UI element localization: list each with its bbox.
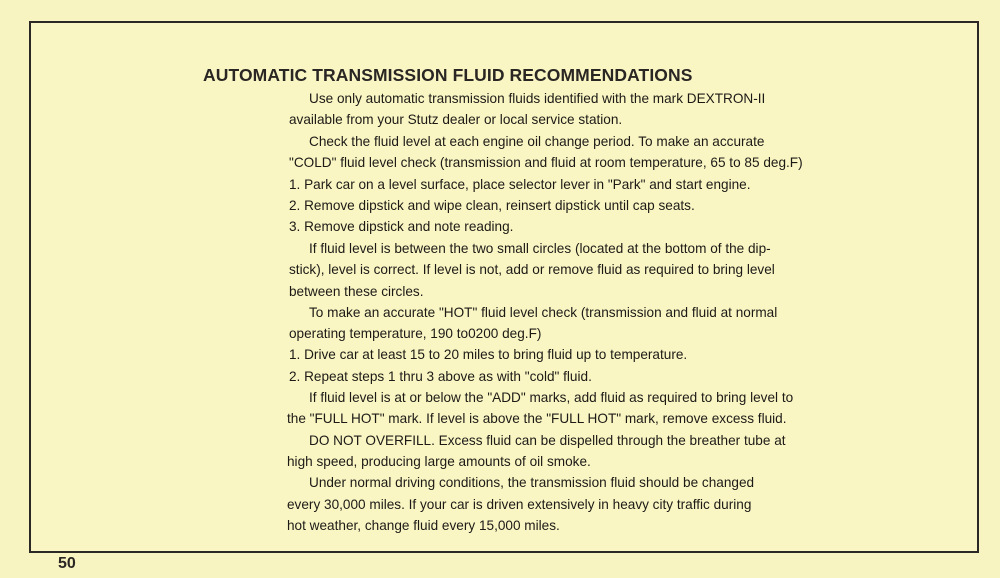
body-line-11: To make an accurate "HOT" fluid level check (transmission and fluid at normal: [309, 305, 778, 320]
body-line-13: 1. Drive car at least 15 to 20 miles to bring fluid up to temperature.: [289, 347, 688, 362]
body-line-18: high speed, producing large amounts of oil smoke.: [287, 454, 591, 469]
body-line-16: the "FULL HOT" mark. If level is above the "FULL HOT" mark, remove excess fluid.: [287, 411, 787, 426]
body-line-8: If fluid level is between the two small circles (located at the bottom of the dip-: [309, 241, 771, 256]
body-line-4: "COLD" fluid level check (transmission and fluid at room temperature, 65 to 85 deg.F): [289, 155, 803, 170]
body-line-12: operating temperature, 190 to0200 deg.F): [289, 326, 542, 341]
body-line-1: Use only automatic transmission fluids identified with the mark DEXTRON-II: [309, 91, 766, 106]
body-line-20: every 30,000 miles. If your car is driven extensively in heavy city traffic during: [287, 497, 752, 512]
body-line-6: 2. Remove dipstick and wipe clean, reinsert dipstick until cap seats.: [289, 198, 695, 213]
body-line-2: available from your Stutz dealer or local service station.: [289, 112, 623, 127]
page-number: 50: [58, 555, 76, 572]
body-line-9: stick), level is correct. If level is not, add or remove fluid as required to bring level: [289, 262, 775, 277]
body-line-3: Check the fluid level at each engine oil change period. To make an accurate: [309, 134, 765, 149]
page-title: AUTOMATIC TRANSMISSION FLUID RECOMMENDATIONS: [203, 65, 693, 85]
body-line-15: If fluid level is at or below the "ADD" marks, add fluid as required to bring level to: [309, 390, 794, 405]
body-line-7: 3. Remove dipstick and note reading.: [289, 219, 514, 234]
body-line-21: hot weather, change fluid every 15,000 miles.: [287, 518, 560, 533]
body-line-17: DO NOT OVERFILL. Excess fluid can be dispelled through the breather tube at: [309, 433, 786, 448]
body-line-5: 1. Park car on a level surface, place selector lever in "Park" and start engine.: [289, 177, 751, 192]
body-line-14: 2. Repeat steps 1 thru 3 above as with "cold" fluid.: [289, 369, 592, 384]
body-line-10: between these circles.: [289, 284, 424, 299]
body-line-19: Under normal driving conditions, the transmission fluid should be changed: [309, 475, 755, 490]
